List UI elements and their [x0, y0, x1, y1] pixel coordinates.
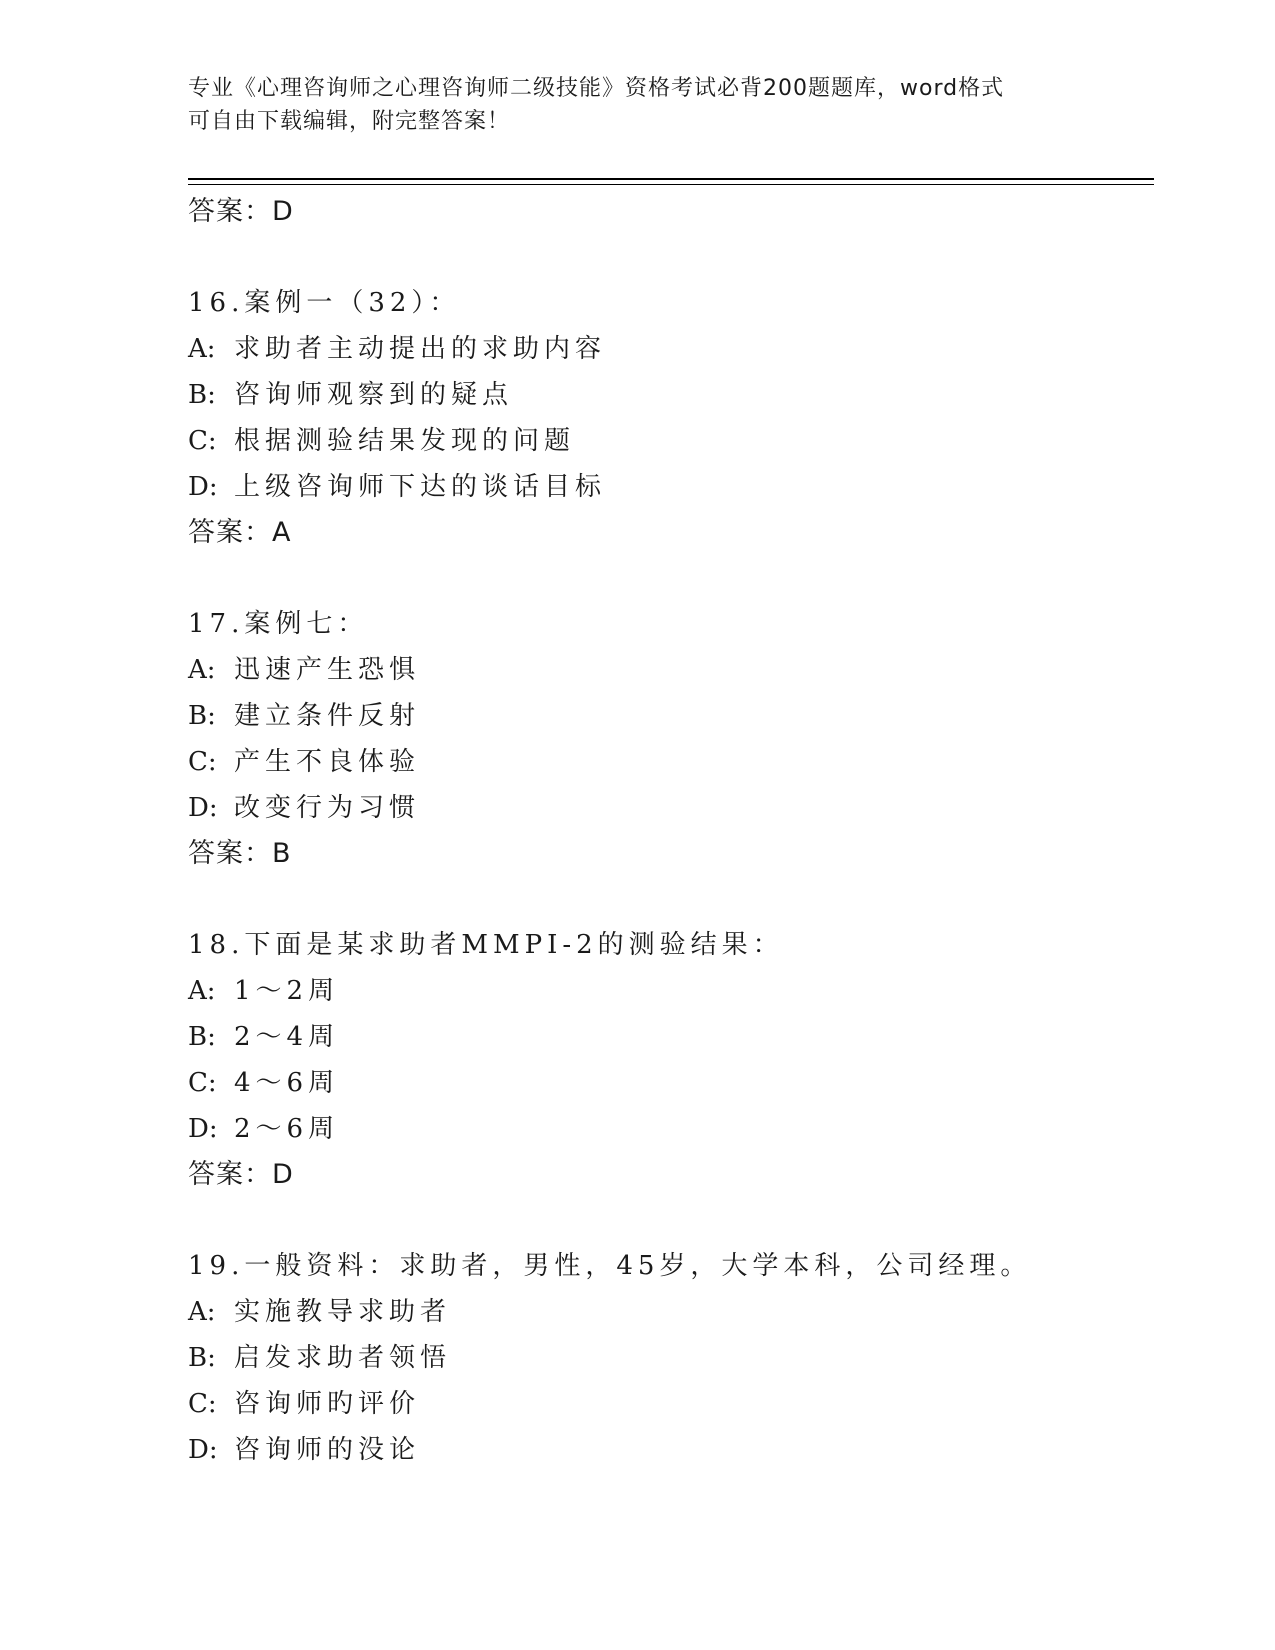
option-a	[188, 326, 1148, 372]
option-text: 1～2周	[234, 976, 340, 1006]
option-label: B:	[188, 380, 216, 410]
option-c	[188, 418, 1148, 464]
option-label: A:	[188, 976, 216, 1006]
answer-line: 答案：D	[188, 196, 294, 227]
answer-line: 答案：D	[188, 1159, 294, 1190]
option-text: 实施教导求助者	[234, 1297, 452, 1327]
question-list	[188, 189, 1148, 1473]
question-text: 19.一般资料：求助者，男性，45岁，大学本科，公司经理。	[188, 1251, 1032, 1281]
option-label: C:	[188, 1068, 217, 1098]
option-text: 建立条件反射	[234, 701, 421, 731]
option-label: C:	[188, 426, 217, 456]
option-text: 咨询师观察到的疑点	[234, 380, 514, 410]
option-text: 根据测验结果发现的问题	[234, 426, 576, 456]
answer-line: 答案：A	[188, 517, 292, 548]
option-b	[188, 693, 1148, 739]
option-label: A:	[188, 655, 216, 685]
option-b	[188, 372, 1148, 418]
option-label: A:	[188, 334, 216, 364]
option-text: 改变行为习惯	[234, 793, 421, 823]
option-a	[188, 1289, 1148, 1335]
option-label: B:	[188, 701, 216, 731]
option-label: D:	[188, 1435, 218, 1465]
question-text: 17.案例七：	[188, 609, 369, 639]
question-text: 18.下面是某求助者MMPI-2的测验结果：	[188, 930, 784, 960]
option-label: B:	[188, 1022, 216, 1052]
option-c	[188, 739, 1148, 785]
header-line-1: 专业《心理咨询师之心理咨询师二级技能》资格考试必背200题题库，word格式	[188, 76, 1005, 101]
option-text: 2～6周	[234, 1114, 340, 1144]
question-block	[188, 1243, 1148, 1473]
option-d	[188, 1427, 1148, 1473]
question-block	[188, 280, 1148, 556]
option-d	[188, 785, 1148, 831]
option-label: C:	[188, 747, 217, 777]
option-text: 上级咨询师下达的谈话目标	[234, 472, 607, 502]
option-label: B:	[188, 1343, 216, 1373]
option-text: 咨询师旳评价	[234, 1389, 421, 1419]
option-text: 4～6周	[234, 1068, 340, 1098]
option-label: D:	[188, 1114, 218, 1144]
option-label: C:	[188, 1389, 217, 1419]
option-c	[188, 1381, 1148, 1427]
option-label: D:	[188, 793, 218, 823]
question-block	[188, 601, 1148, 877]
option-text: 产生不良体验	[234, 747, 421, 777]
answer-line: 答案：B	[188, 838, 292, 869]
option-text: 求助者主动提出的求助内容	[234, 334, 607, 364]
option-text: 咨询师的没论	[234, 1435, 421, 1465]
option-d	[188, 1106, 1148, 1152]
option-a	[188, 968, 1148, 1014]
option-text: 2～4周	[234, 1022, 340, 1052]
option-b	[188, 1335, 1148, 1381]
option-b	[188, 1014, 1148, 1060]
option-c	[188, 1060, 1148, 1106]
question-block	[188, 922, 1148, 1198]
option-label: D:	[188, 472, 218, 502]
option-label: A:	[188, 1297, 216, 1327]
option-d	[188, 464, 1148, 510]
document-header	[188, 72, 1108, 138]
option-a	[188, 647, 1148, 693]
header-divider-thick	[188, 178, 1154, 180]
question-text: 16.案例一（32）：	[188, 288, 461, 318]
header-divider-thin	[188, 184, 1154, 185]
option-text: 启发求助者领悟	[234, 1343, 452, 1373]
header-line-2: 可自由下载编辑，附完整答案！	[188, 109, 511, 134]
option-text: 迅速产生恐惧	[234, 655, 421, 685]
